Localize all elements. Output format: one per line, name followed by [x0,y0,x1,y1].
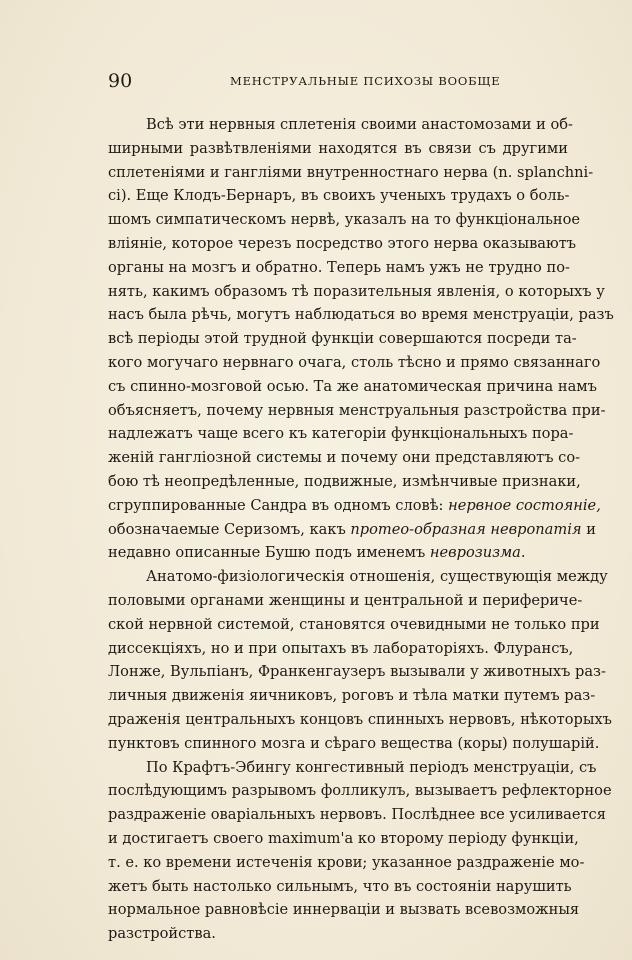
text-line: ской нервной системой, становятся очевидными не только при [108,615,600,633]
text-line: Анатомо-физіологическія отношенія, существующія между [146,568,608,586]
text-line: съ спинно-мозговой осью. Та же анатомическая причина намъ [108,377,597,395]
text-line: и достигаетъ своего maximum'а ко второму періоду функціи, [108,829,579,847]
page-number: 90 [108,70,133,92]
text-line [108,494,601,518]
text-line: личныя движенія яичниковъ, роговъ и тѣла матки путемъ раз- [108,687,596,705]
text-line: ci). Еще Клодъ-Бернаръ, въ своихъ ученыхъ трудахъ о боль- [108,187,570,205]
text-line: половыми органами женщины и центральной и перифериче- [108,591,583,609]
body-text [108,113,614,946]
text-segment: и [586,520,596,538]
text-line: органы на мозгъ и обратно. Теперь намъ ужъ не трудно по- [108,258,570,276]
text-line: диссекціяхъ, но и при опытахъ въ лабораторіяхъ. Флурансъ, [108,639,574,657]
text-line: бою тѣ неопредѣленные, подвижные, измѣнчивые признаки, [108,472,581,490]
text-line: шомъ симпатическомъ нервѣ, указалъ на то функціональное [108,211,581,229]
text-line: всѣ періоды этой трудной функціи совершаются посреди та- [108,330,577,348]
text-line: кого могучаго нервнаго очага, столь тѣсно и прямо связаннаго [108,353,601,371]
text-line: пунктовъ спинного мозга и сѣраго вещества (коры) полушарій. [108,734,600,752]
text-line: Всѣ эти нервныя сплетенія своими анастомозами и об- [146,116,573,133]
text-line: Лонже, Вульпіанъ, Франкенгаузеръ вызывали у животныхъ раз- [108,663,606,681]
text-line: женій гангліозной системы и почему они представляютъ со- [108,449,581,467]
text-line: вліяніе, которое черезъ посредство этого нерва оказываютъ [108,234,577,252]
italic-term: неврозизма. [429,544,526,562]
text-line: нормальное равновѣсіе иннерваціи и вызвать всевозможныя [108,901,580,919]
page-header [108,70,578,98]
text-line [108,541,568,565]
text-line: драженія центральныхъ концовъ спинныхъ нервовъ, нѣкоторыхъ [108,710,612,728]
text-line: сплетеніями и гангліями внутренностнаго нерва (n. splanchni- [108,163,594,181]
text-line: т. е. ко времени истеченія крови; указанное раздраженіе мо- [108,853,585,871]
text-segment: сгруппированные Сандра въ одномъ словѣ: [108,496,444,514]
text-line: жетъ быть настолько сильнымъ, что въ состояніи нарушить [108,877,572,895]
italic-term: нервное состояніе, [448,496,601,514]
text-line: насъ была рѣчь, могутъ наблюдаться во время менструаціи, разъ [108,306,614,324]
text-line: ширными развѣтвленіями находятся въ связи съ другими [108,139,568,157]
running-head: МЕНСТРУАЛЬНЫЕ ПСИХОЗЫ ВООБЩЕ [230,74,501,88]
text-line: По Крафтъ-Эбингу конгестивный періодъ менструаціи, съ [146,758,597,776]
text-segment: обозначаемые Серизомъ, какъ [108,520,346,538]
text-line: разстройства. [108,925,216,943]
text-line: нять, какимъ образомъ тѣ поразительныя явленія, о которыхъ у [108,282,605,300]
text-line: надлежатъ чаще всего къ категоріи функціональныхъ пора- [108,425,574,443]
text-line: объясняетъ, почему нервныя менструальныя разстройства при- [108,401,606,419]
italic-term: протео-образная невропатія [350,520,582,538]
text-segment: недавно описанные Бушю подъ именемъ [108,544,426,562]
text-line: послѣдующимъ разрывомъ фолликулъ, вызываетъ рефлекторное [108,782,612,800]
text-line [108,518,596,542]
text-line: раздраженіе оваріальныхъ нервовъ. Послѣднее все усиливается [108,806,606,824]
